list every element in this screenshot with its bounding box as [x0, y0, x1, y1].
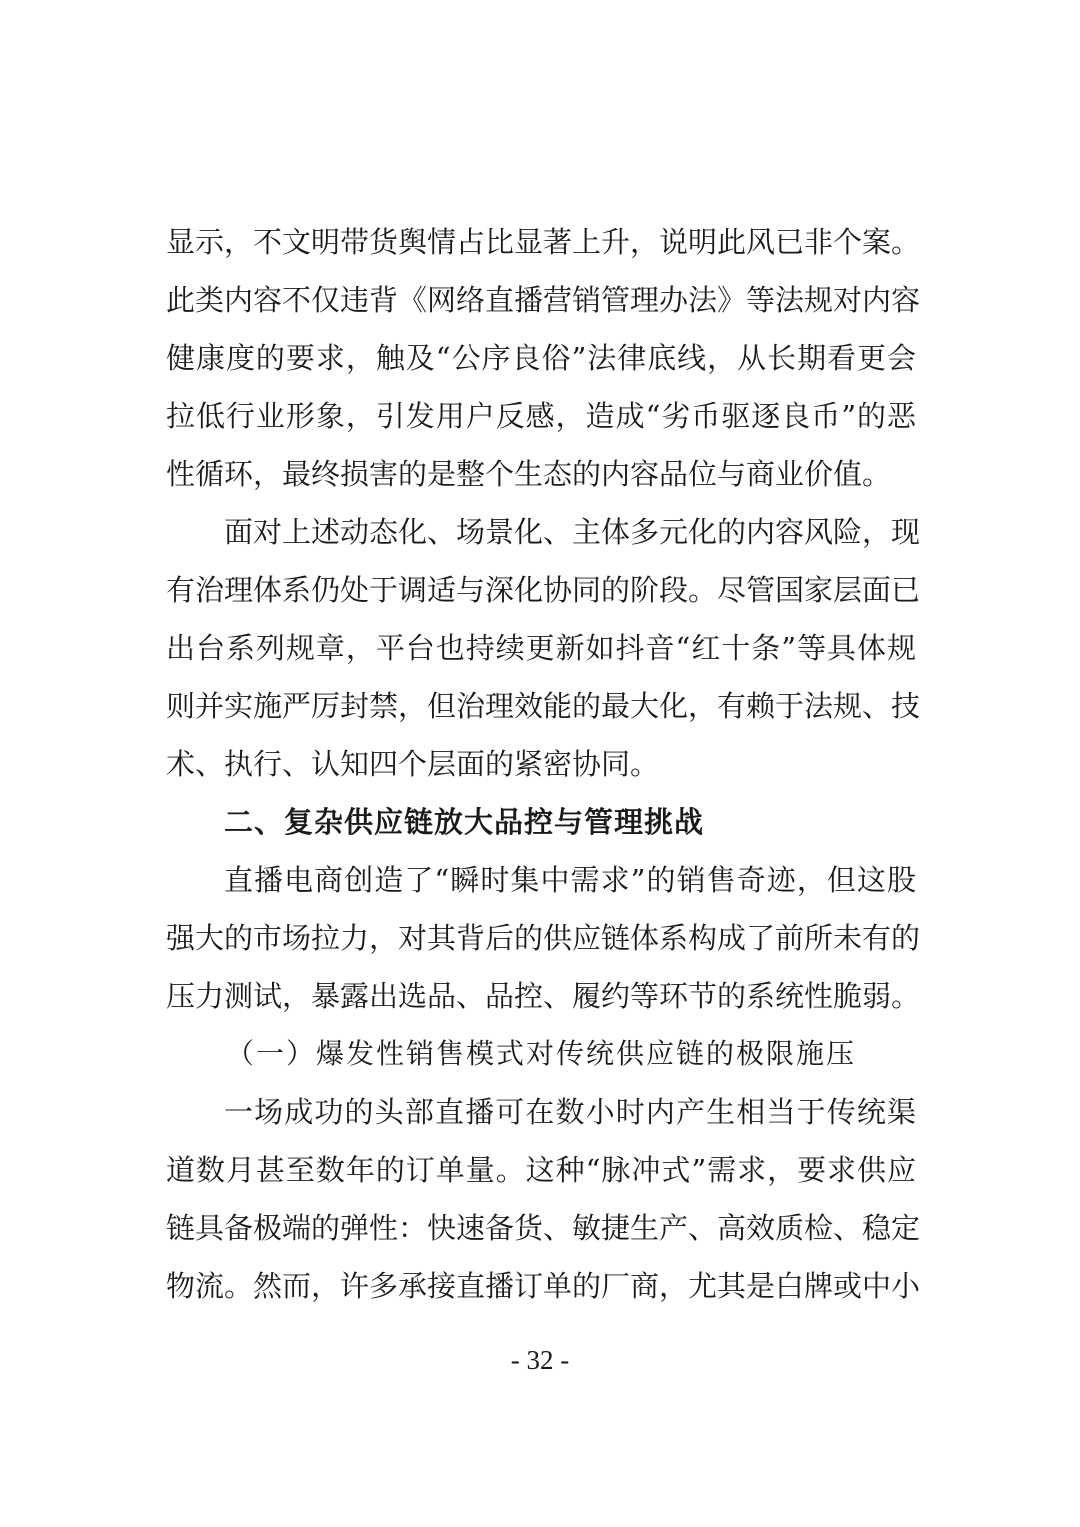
paragraph-line: 压力测试，暴露出选品、品控、履约等环节的系统性脆弱。	[166, 979, 921, 1013]
paragraph-line: 术、执行、认知四个层面的紧密协同。	[166, 747, 660, 781]
paragraph-line: 强大的市场拉力，对其背后的供应链体系构成了前所未有的	[166, 921, 921, 955]
paragraph-line: 道数月甚至数年的订单量。这种“脉冲式”需求，要求供应	[166, 1153, 916, 1187]
paragraph-line: 直播电商创造了“瞬时集中需求”的销售奇迹，但这股	[224, 863, 916, 897]
page-number: - 32 -	[510, 1345, 570, 1375]
paragraph-line: 出台系列规章，平台也持续更新如抖音“红十条”等具体规	[166, 631, 916, 665]
paragraph-line: 面对上述动态化、场景化、主体多元化的内容风险，现	[224, 515, 921, 549]
paragraph-line: 性循环，最终损害的是整个生态的内容品位与商业价值。	[166, 457, 892, 491]
paragraph-line: 一场成功的头部直播可在数小时内产生相当于传统渠	[224, 1095, 916, 1129]
paragraph-line: 则并实施严厉封禁，但治理效能的最大化，有赖于法规、技	[166, 689, 921, 723]
paragraph-line: 链具备极端的弹性：快速备货、敏捷生产、高效质检、稳定	[166, 1211, 921, 1245]
paragraph-line: 健康度的要求，触及“公序良俗”法律底线，从长期看更会	[166, 341, 916, 375]
paragraph-line: 物流。然而，许多承接直播订单的厂商，尤其是白牌或中小	[166, 1269, 921, 1303]
paragraph-line: 有治理体系仍处于调适与深化协同的阶段。尽管国家层面已	[166, 573, 921, 607]
paragraph-line: 拉低行业形象，引发用户反感，造成“劣币驱逐良币”的恶	[166, 399, 916, 433]
paragraph-line: 显示，不文明带货舆情占比显著上升，说明此风已非个案。	[166, 225, 921, 259]
section-heading: 二、复杂供应链放大品控与管理挑战	[224, 805, 705, 839]
subsection-heading: （一）爆发性销售模式对传统供应链的极限施压	[226, 1037, 857, 1070]
paragraph-line: 此类内容不仅违背《网络直播营销管理办法》等法规对内容	[166, 283, 921, 317]
